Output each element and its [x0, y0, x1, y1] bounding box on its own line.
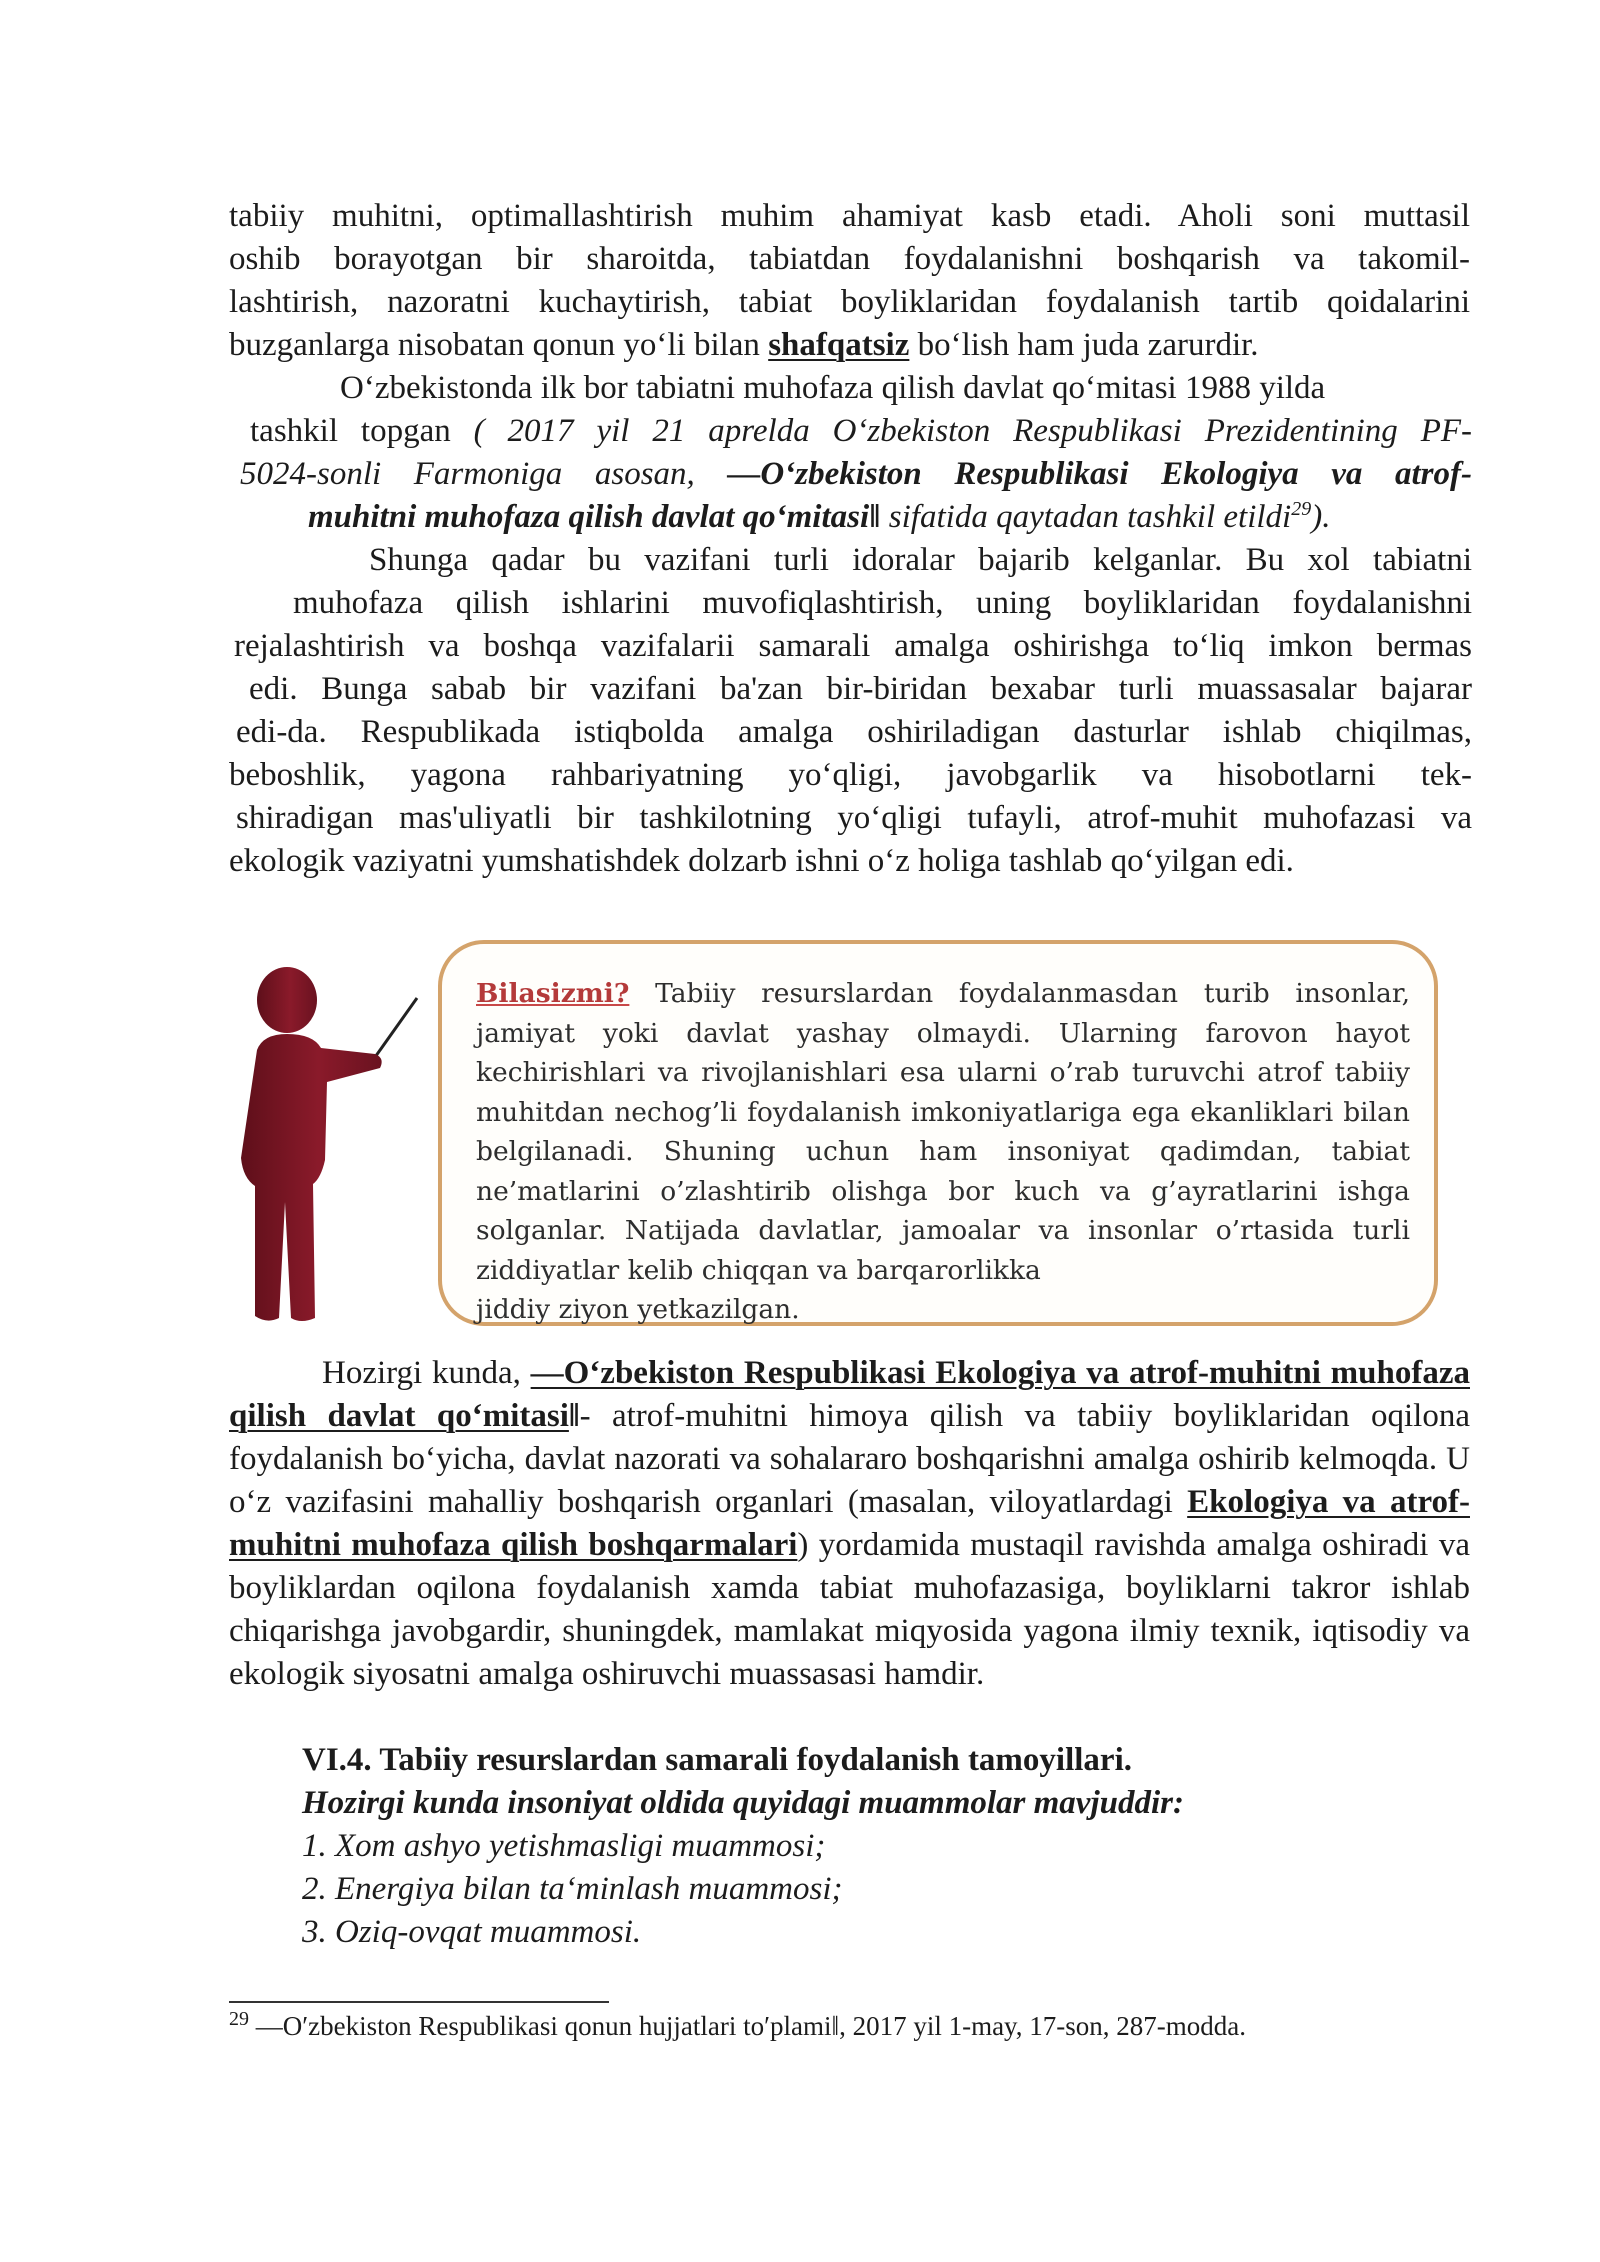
para2-line10: beboshlik, yagona rahbariyatning yo‘qligi, javobgarlik va hisobotlarni tek- [229, 757, 1472, 793]
para2-line1: O‘zbekistonda ilk bor tabiatni muhofaza qilish davlat qo‘mitasi 1988 yilda [340, 370, 1326, 406]
callout-body [476, 974, 1410, 1290]
para2-line4-end: ). [1311, 499, 1331, 535]
para2-line2 [250, 410, 1472, 453]
para2-line9: edi-da. Respublikada istiqbolda amalga oshiriladigan dasturlar ishlab chiqilmas, [236, 714, 1472, 750]
problems-list [302, 1825, 843, 1954]
section-subheading: Hozirgi kunda insoniyat oldida quyidagi muammolar mavjuddir: [302, 1785, 1184, 1821]
committee-link[interactable]: ―O‘zbekiston Respublikasi Ekologiya va atrof-muhitni muhofaza qilish davlat qo‘mitasi [229, 1355, 1470, 1434]
para3-lead: Hozirgi kunda, [322, 1355, 531, 1391]
para3-text1: - atrof-muhitni himoya qilish va tabiiy boyliklaridan oqilona foydalanish bo‘yicha, davlat nazorati va sohalararo boshqarishni amalga oshirib kelmoqda. U o‘z vazifasini mahalliy boshqarish organlari (masalan, viloyatlardagi [229, 1398, 1470, 1520]
para3-body [229, 1352, 1470, 1696]
para2-line6: muhofaza qilish ishlarini muvofiqlashtirish, uning boyliklaridan foydalanishni [293, 585, 1472, 621]
footnote-ref-29[interactable]: 29 [1291, 498, 1312, 520]
footnote [229, 2009, 1489, 2043]
list-item: 3. Oziq-ovqat muammosi. [302, 1914, 642, 1950]
shafqatsiz-link[interactable]: shafqatsiz [768, 327, 910, 363]
callout-title: Bilasizmi? [476, 978, 630, 1009]
para2-line3-italic: 5024-sonli Farmoniga asosan, [240, 456, 728, 492]
para2-line7: rejalashtirish va boshqa vazifalarii samarali amalga oshirishga to‘liq imkon bermas [234, 628, 1472, 664]
committee-name-part1: ―O‘zbekiston Respublikasi Ekologiya va atrof- [727, 456, 1472, 492]
committee-name-part2: muhitni muhofaza qilish davlat qo‘mitasi‖ [308, 499, 881, 535]
footnote-text: ―O′zbekiston Respublikasi qonun hujjatlari to′plami‖, 2017 yil 1-may, 17-son, 287-modda. [249, 2011, 1247, 2041]
list-item: 1. Xom ashyo yetishmasligi muammosi; [302, 1828, 826, 1864]
para2-line2-italic: ( 2017 yil 21 aprelda O‘zbekiston Respublikasi Prezidentining PF- [473, 413, 1473, 449]
para2-line12: ekologik vaziyatni yumshatishdek dolzarb ishni o‘z holiga tashlab qo‘yilgan edi. [229, 843, 1294, 879]
para3-text2: ) yordamida mustaqil ravishda amalga oshiradi va boyliklardan oqilona foydalanish xamda tabiat muhofazasiga, boyliklarni takror ishlab chiqarishga javobgardir, shuningdek, mamlakat miqyosida yagona ilmiy texnik, iqtisodiy va ekologik siyosatni amalga oshiruvchi muassasasi hamdir. [229, 1527, 1470, 1692]
section-heading: VI.4. Tabiiy resurslardan samarali foydalanish tamoyillari. [302, 1742, 1132, 1778]
para2-line8: edi. Bunga sabab bir vazifani ba'zan bir-biridan bexabar turli muassasalar bajarar [249, 671, 1472, 707]
para1-line4-text: buzganlarga nisobatan qonun yo‘li bilan [229, 327, 769, 363]
para3-mark: ‖ [568, 1398, 580, 1434]
footnote-number: 29 [229, 2008, 249, 2030]
para1-line4-end: bo‘lish ham juda zarurdir. [909, 327, 1259, 363]
para2-line4-italic: sifatida qaytadan tashkil etildi [880, 499, 1292, 535]
callout-last-line: jiddiy ziyon yetkazilgan. [476, 1294, 800, 1325]
list-item: 2. Energiya bilan ta‘minlash muammosi; [302, 1871, 843, 1907]
did-you-know-callout [438, 940, 1438, 1326]
para2-line3 [240, 453, 1472, 496]
para1-line1: tabiiy muhitni, optimallashtirish muhim ahamiyat kasb etadi. Aholi soni muttasil [229, 198, 1470, 234]
paragraph-3 [229, 1352, 1470, 1696]
regional-departments-link[interactable]: Ekologiya va atrof-muhitni muhofaza qilish boshqarmalari [229, 1484, 1470, 1563]
para1-line2: oshib borayotgan bir sharoitda, tabiatdan foydalanishni boshqarish va takomil- [229, 241, 1470, 277]
paragraph-1 [229, 195, 1470, 367]
footnote-divider [229, 2001, 609, 2003]
para2-line11: shiradigan mas'uliyatli bir tashkilotning yo‘qligi tufayli, atrof-muhit muhofazasi va [236, 800, 1472, 836]
callout-text: Tabiiy resurslardan foydalanmasdan turib insonlar, jamiyat yoki davlat yashay olmaydi. Ularning farovon hayot kechirishlari va rivojlanishlari esa ularni o’rab turuvchi atrof tabiiy muhitdan nechog’li foydalanish imkoniyatlariga ega ekanliklari bilan belgilanadi. Shuning uchun ham insoniyat qadimdan, tabiat ne’matlarini o’zlashtirib olishga bor kuch va g’ayratlarini ishga solganlar. Natijada davlatlar, jamoalar va insonlar o’rtasida turli ziddiyatlar kelib chiqqan va barqarorlikka [476, 978, 1410, 1286]
para2-line4 [308, 496, 1330, 539]
para2-line5: Shunga qadar bu vazifani turli idoralar bajarib kelganlar. Bu xol tabiatni [369, 542, 1472, 578]
para1-line3: lashtirish, nazoratni kuchaytirish, tabiat boyliklaridan foydalanish tartib qoidalarini [229, 284, 1470, 320]
presenter-figure-icon [235, 950, 435, 1330]
para2-line2-text: tashkil topgan [250, 413, 474, 449]
para1-line4 [229, 324, 1470, 367]
